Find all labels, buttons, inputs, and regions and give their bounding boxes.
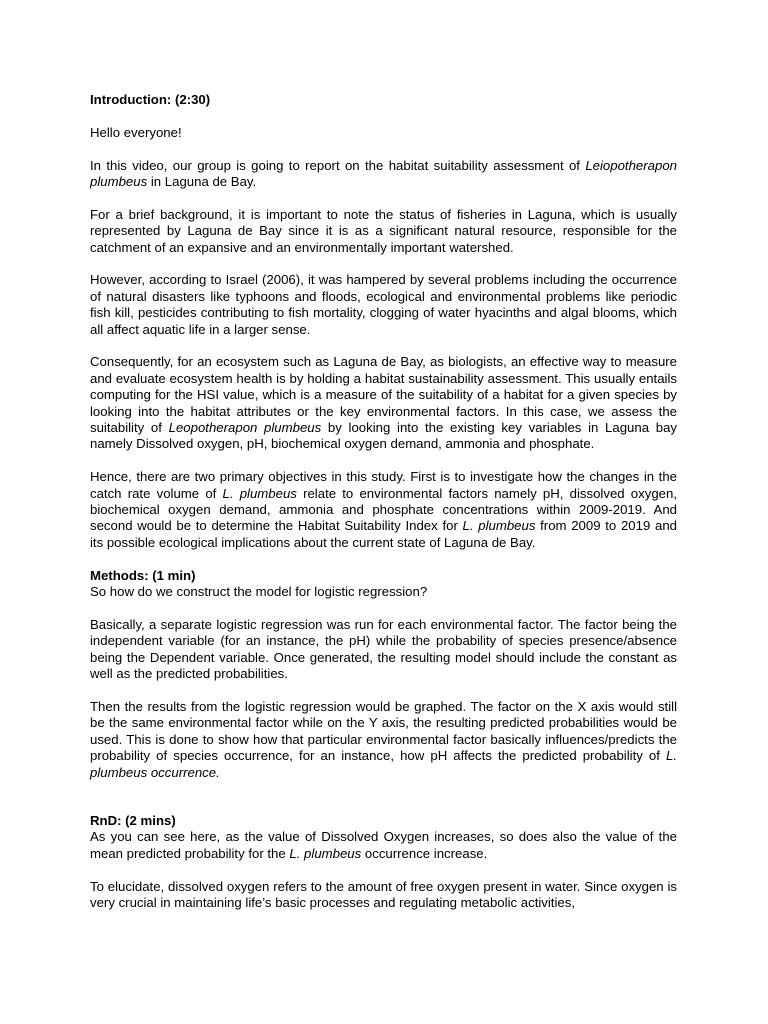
document-page <box>90 92 677 911</box>
greeting-paragraph: Hello everyone! <box>90 124 182 140</box>
text-run: from 2009 to 2019 and its possible ecological implications about the current state of Laguna de Bay. <box>90 518 678 550</box>
text-run: Then the results from the logistic regression would be graphed. The factor on the X axis would still be the same environmental factor while on the Y axis, the resulting predicted probabilities would be used. This is done to show how that particular environmental factor basically influences/predicts the probability of species occurrence, for an instance, how pH affects the predicted probability of <box>90 698 677 764</box>
rnd-paragraph-1 <box>90 829 677 862</box>
rnd-paragraph-2: To elucidate, dissolved oxygen refers to the amount of free oxygen present in water. Since oxygen is very crucial in maintaining life’s basic processes and regulating metabolic activities, <box>90 878 677 910</box>
species-name: L. plumbeus <box>462 518 536 534</box>
intro-paragraph-4 <box>90 354 677 452</box>
methods-paragraph-2 <box>90 699 677 781</box>
species-name: Leopotherapon plumbeus <box>168 420 322 436</box>
text-run: occurrence increase. <box>361 845 488 861</box>
text-run: As you can see here, as the value of Dissolved Oxygen increases, so does also the value of the mean predicted probability for the <box>90 829 677 861</box>
text-run: Consequently, for an ecosystem such as Laguna de Bay, as biologists, an effective way to measure and evaluate ecosystem health is by holding a habitat sustainability assessment. This usually entails computing for the HSI value, which is a measure of the suitability of a habitat for a given species by looking into the habitat attributes or the key environmental factors. In this case, we assess the suitability of <box>90 354 677 436</box>
methods-paragraph-1: Basically, a separate logistic regression was run for each environmental factor. The factor being the independent variable (for an instance, the pH) while the probability of species presence/absence being the Dependent variable. Once generated, the resulting model should include the constant as well as the predicted probabilities. <box>90 616 677 682</box>
intro-heading: Introduction: (2:30) <box>90 92 211 107</box>
intro-paragraph-5 <box>90 469 677 551</box>
methods-question: So how do we construct the model for logistic regression? <box>90 584 428 600</box>
text-run: by looking into the existing key variables in Laguna bay namely Dissolved oxygen, pH, biochemical oxygen demand, ammonia and phosphate. <box>90 420 677 452</box>
species-name: L. plumbeus <box>289 845 362 861</box>
intro-paragraph-2: For a brief background, it is important to note the status of fisheries in Laguna, which is usually represented by Laguna de Bay since it is as a significant natural resource, responsible for the catchment of an expansive and an environmentally important watershed. <box>90 206 677 255</box>
species-name: L. plumbeus occurrence. <box>90 748 677 780</box>
rnd-heading: RnD: (2 mins) <box>90 812 176 828</box>
text-run: In this video, our group is going to report on the habitat suitability assessment of <box>90 157 586 173</box>
intro-paragraph-3: However, according to Israel (2006), it was hampered by several problems including the occurrence of natural disasters like typhoons and floods, ecological and environmental problems like periodic fish kill, pesticides contributing to fish mortality, clogging of water hyacinths and algal blooms, which all affect aquatic life in a larger sense. <box>90 272 677 337</box>
text-run: Hence, there are two primary objectives in this study. First is to investigate how the changes in the catch rate volume of <box>90 469 677 501</box>
species-name: Leiopotherapon plumbeus <box>90 157 677 189</box>
species-name: L. plumbeus <box>222 485 297 501</box>
text-run: in Laguna de Bay. <box>147 174 257 189</box>
text-run: relate to environmental factors namely pH, dissolved oxygen, biochemical oxygen demand, ammonia and phosphate concentrations within 2009-2019. And second would be to determine the Habitat Suitability Index for <box>90 485 677 534</box>
methods-heading: Methods: (1 min) <box>90 567 196 583</box>
intro-paragraph-1 <box>90 158 677 191</box>
